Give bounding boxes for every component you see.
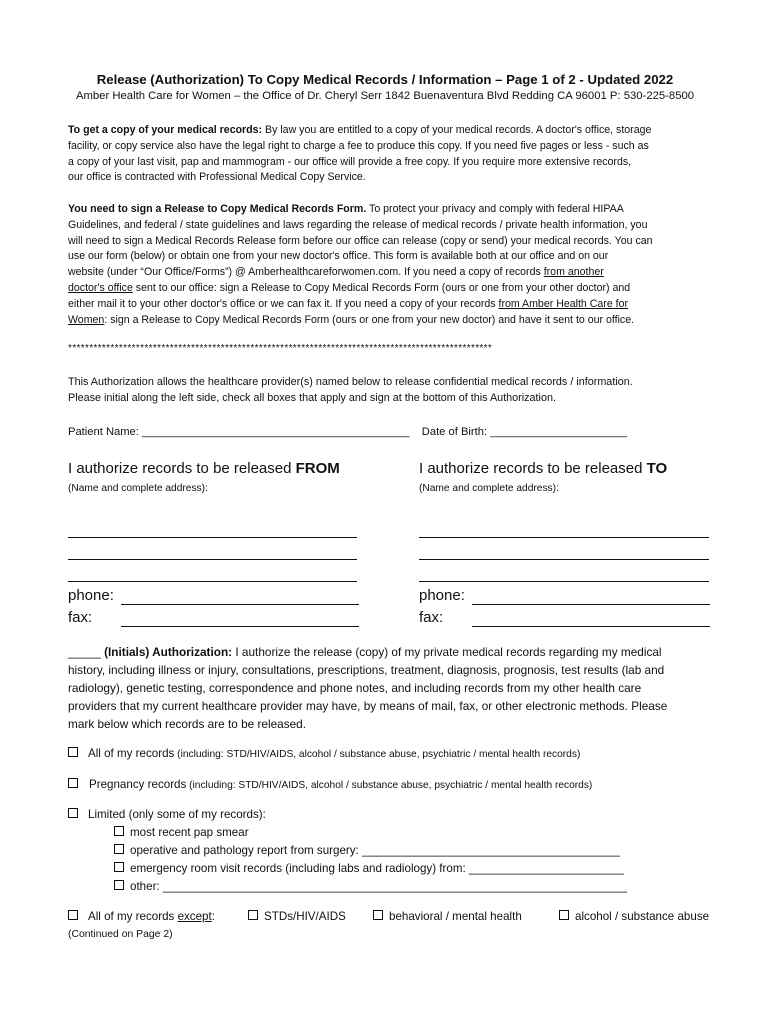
option-label: Pregnancy records [89, 778, 187, 791]
option-label-underlined: except [177, 910, 212, 923]
option-label: : [211, 910, 215, 923]
asterisk-separator: **************************************************************************************************** [68, 343, 493, 354]
checkbox-icon[interactable] [114, 880, 124, 890]
sign-text: either mail it to your other doctor's office or we can fax it. If you need a copy of your records [68, 297, 499, 310]
intro-heading: To get a copy of your medical records: [68, 124, 263, 136]
release-from-heading-text: I authorize records to be released [68, 460, 296, 477]
option-pregnancy-records[interactable] [68, 778, 592, 791]
checkbox-icon[interactable] [114, 862, 124, 872]
intro-text: a copy of your last visit, pap and mammogram - our office will provide a free copy. If you require more extensive records, [68, 155, 632, 168]
checkbox-icon[interactable] [114, 844, 124, 854]
sign-text-underlined: Women [68, 313, 105, 326]
intro-paragraph [68, 123, 708, 186]
sign-heading: You need to sign a Release to Copy Medical Records Form. [68, 203, 367, 215]
from-phone-label: phone: [68, 587, 114, 604]
option-limited-records[interactable] [68, 808, 266, 821]
checkbox-icon[interactable] [114, 826, 124, 836]
option-pap-smear[interactable] [114, 826, 249, 839]
release-from-keyword: FROM [295, 460, 340, 477]
patient-name-label: Patient Name: [68, 426, 139, 438]
release-to-heading-text: I authorize records to be released [419, 460, 647, 477]
from-phone-field[interactable] [121, 604, 359, 605]
from-address-line-1[interactable] [68, 537, 357, 538]
date-of-birth-field[interactable]: ______________________ [490, 426, 628, 438]
option-except-std[interactable] [248, 910, 346, 923]
option-label: behavioral / mental health [389, 910, 522, 923]
option-except-behavioral[interactable] [373, 910, 522, 923]
authorization-text: I authorize the release (copy) of my private medical records regarding my medical [232, 645, 662, 659]
from-fax-field[interactable] [121, 626, 359, 627]
option-label: Limited (only some of my records): [88, 808, 266, 821]
from-address-line-2[interactable] [68, 559, 357, 560]
option-label: most recent pap smear [130, 826, 249, 839]
continued-note: (Continued on Page 2) [68, 929, 173, 940]
option-note: (including: STD/HIV/AIDS, alcohol / substance abuse, psychiatric / mental health records) [186, 780, 593, 791]
authorization-text: history, including illness or injury, consultations, prescriptions, treatment, diagnosis, prognosis, test results (lab and [68, 663, 665, 677]
intro-text: our office is contracted with Professional Medical Copy Service. [68, 171, 366, 184]
sign-text-underlined: from another [543, 266, 604, 279]
option-note: (including: STD/HIV/AIDS, alcohol / substance abuse, psychiatric / mental health records) [174, 749, 581, 760]
option-label: emergency room visit records (including labs and radiology) from: ________________________ [130, 862, 624, 875]
option-label: alcohol / substance abuse [575, 910, 710, 923]
authorization-intro [68, 375, 708, 407]
option-label: STDs/HIV/AIDS [264, 910, 346, 923]
page-title: Release (Authorization) To Copy Medical Records / Information – Page 1 of 2 - Updated 2022 [96, 72, 674, 87]
authorization-intro-text: This Authorization allows the healthcare provider(s) named below to release confidential medical records / information. [68, 376, 633, 388]
checkbox-icon[interactable] [68, 910, 78, 920]
sign-text: sent to our office: sign a Release to Copy Medical Records Form (ours or one from your other doctor) and [132, 281, 631, 294]
authorization-label: (Initials) Authorization: [100, 645, 233, 659]
sign-text: To protect your privacy and comply with federal HIPAA [366, 203, 624, 215]
authorization-text: mark below which records are to be released. [68, 717, 307, 731]
sign-text: will need to sign a Medical Records Release form before our office can release (copy or send) your medical records. You can [68, 234, 653, 247]
sign-text-underlined: doctor's office [68, 281, 133, 294]
to-address-line-3[interactable] [419, 581, 709, 582]
option-label: All of my records [88, 910, 178, 923]
to-fax-field[interactable] [472, 626, 710, 627]
to-phone-field[interactable] [472, 604, 710, 605]
authorization-text: providers that my current healthcare provider may have, by means of mail, fax, or other electronic methods. Please [68, 699, 668, 713]
from-address-line-3[interactable] [68, 581, 357, 582]
release-to-subheading: (Name and complete address): [419, 483, 559, 494]
checkbox-icon[interactable] [68, 778, 78, 788]
release-to-keyword: TO [646, 460, 668, 477]
checkbox-icon[interactable] [559, 910, 569, 920]
sign-text: Guidelines, and federal / state guidelines and laws regarding the release of medical records / private health information, you [68, 218, 648, 231]
option-other[interactable] [114, 880, 627, 893]
sign-release-paragraph [68, 202, 708, 328]
sign-text-underlined: from Amber Health Care for [498, 297, 629, 310]
authorization-text: radiology), genetic testing, correspondence and phone notes, and including records from my other health care [68, 681, 642, 695]
option-all-except[interactable] [68, 910, 215, 923]
to-address-line-1[interactable] [419, 537, 709, 538]
option-label: All of my records [88, 747, 175, 760]
initials-field[interactable]: _____ [68, 645, 101, 659]
to-address-line-2[interactable] [419, 559, 709, 560]
option-label: operative and pathology report from surgery: ________________________________________ [130, 844, 620, 857]
patient-name-field[interactable]: ___________________________________________ [142, 426, 410, 438]
checkbox-icon[interactable] [248, 910, 258, 920]
to-fax-label: fax: [419, 609, 444, 626]
option-except-alcohol[interactable] [559, 910, 709, 923]
patient-info-row [68, 426, 627, 438]
option-operative-report[interactable] [114, 844, 620, 857]
sign-text: website (under “Our Office/Forms”) @ Amberhealthcareforwomen.com. If you need a copy of records [68, 266, 544, 279]
checkbox-icon[interactable] [373, 910, 383, 920]
authorization-intro-text: Please initial along the left side, check all boxes that apply and sign at the bottom of this Authorization. [68, 391, 556, 404]
date-of-birth-label: Date of Birth: [421, 426, 488, 438]
authorization-paragraph [68, 643, 718, 733]
option-label: other: ________________________________________________________________________ [130, 880, 628, 893]
option-all-records[interactable] [68, 747, 580, 760]
intro-text: By law you are entitled to a copy of your medical records. A doctor's office, storage [262, 124, 652, 136]
checkbox-icon[interactable] [68, 808, 78, 818]
release-from-heading [68, 460, 340, 477]
release-from-subheading: (Name and complete address): [68, 483, 208, 494]
checkbox-icon[interactable] [68, 747, 78, 757]
sign-text: use our form (below) or obtain one from your new doctor's office. This form is available both at our office and on our [68, 250, 609, 263]
intro-text: facility, or copy service also have the legal right to charge a fee to produce this copy. If you need five pages or less - such as [68, 139, 649, 152]
option-er-visit[interactable] [114, 862, 624, 875]
sign-text: : sign a Release to Copy Medical Records Form (ours or one from your new doctor) and have it sent to our office. [104, 313, 635, 326]
to-phone-label: phone: [419, 587, 465, 604]
office-address: Amber Health Care for Women – the Office of Dr. Cheryl Serr 1842 Buenaventura Blvd Redding CA 96001 P: 530-225-8500 [75, 90, 695, 102]
release-to-heading [419, 460, 667, 477]
from-fax-label: fax: [68, 609, 93, 626]
